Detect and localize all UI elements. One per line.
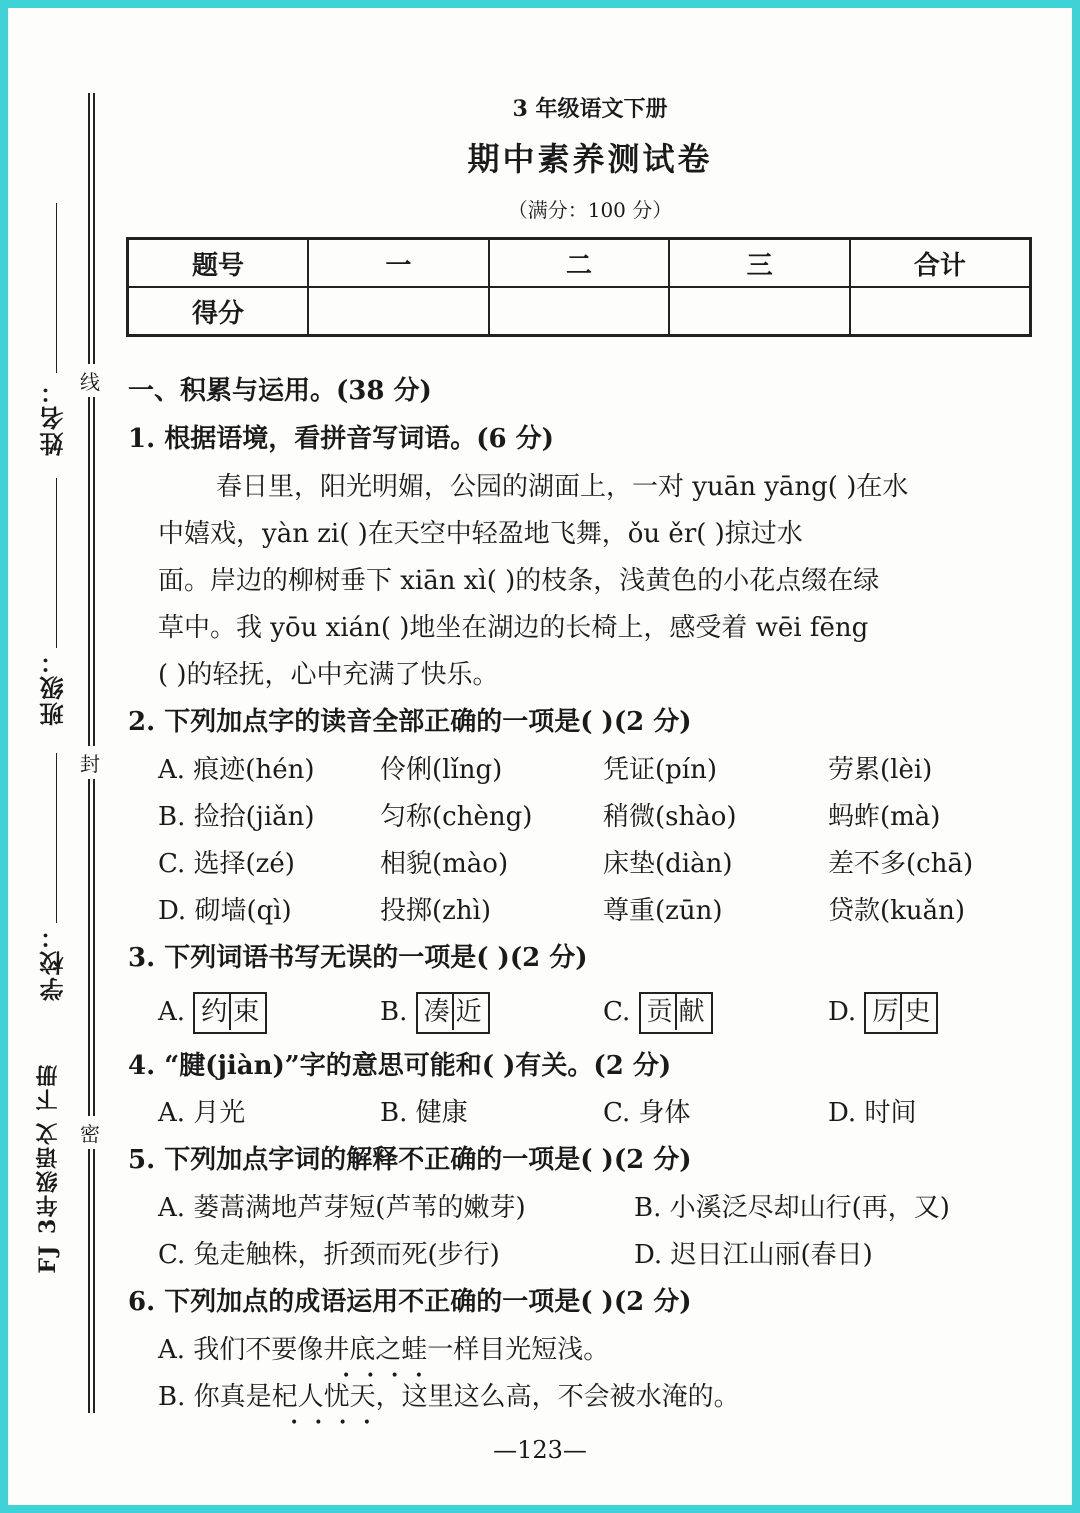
word-box: [864, 992, 938, 1034]
option-label: B.: [380, 997, 408, 1027]
score-table-header-row: [128, 239, 1031, 288]
q2-option: 投掷(zhì): [380, 896, 492, 926]
question-1-line: 草中。我 yōu xián( )地坐在湖边的长椅上，感受着 wēi fēng: [158, 613, 869, 643]
question-1-line: ( )的轻抚，心中充满了快乐。: [158, 660, 499, 690]
q4-option[interactable]: D. 时间: [828, 1098, 917, 1128]
q4-option[interactable]: A. 月光: [158, 1098, 246, 1128]
word-box: [193, 992, 267, 1034]
score-input-cell[interactable]: [489, 287, 670, 336]
book-label: FJ 3年级语文 下册: [35, 1063, 61, 1274]
emphasis-dots: ••••: [290, 1415, 388, 1431]
score-table-score-row: [128, 287, 1031, 336]
score-table: [126, 237, 1032, 337]
score-input-cell[interactable]: [669, 287, 850, 336]
seal-feng: 封: [80, 746, 100, 779]
char: 贡: [646, 997, 673, 1027]
q3-option-c[interactable]: [603, 992, 713, 1034]
seal-xian: 线: [80, 364, 100, 397]
q2-option: 匀称(chèng): [380, 802, 533, 832]
score-cell: 三: [669, 239, 850, 288]
q3-option-a[interactable]: [158, 992, 267, 1034]
q2-option: 贷款(kuǎn): [828, 896, 966, 926]
score-cell: 合计: [850, 239, 1031, 288]
q2-option[interactable]: C. 选择(zé): [158, 849, 295, 879]
q5-option[interactable]: D. 迟日江山丽(春日): [634, 1240, 873, 1270]
q2-option: 蚂蚱(mà): [828, 802, 941, 832]
q5-option[interactable]: C. 兔走触株，折颈而死(步行): [158, 1240, 500, 1270]
score-input-cell[interactable]: [308, 287, 489, 336]
question-1-line: 面。岸边的柳树垂下 xiān xì( )的枝条，浅黄色的小花点缀在绿: [158, 566, 880, 596]
q6-option[interactable]: A. 我们不要像井底之蛙一样目光短浅。: [158, 1335, 610, 1365]
full-score: （满分：100 分）: [507, 198, 673, 222]
school-label: 学校：: [39, 923, 68, 1001]
q6-option[interactable]: B. 你真是杞人忧天，这里这么高，不会被水淹的。: [158, 1382, 740, 1412]
char: 凑: [423, 997, 450, 1027]
word-box: [639, 992, 713, 1034]
score-cell: 得分: [128, 287, 309, 336]
option-label: C.: [603, 997, 631, 1027]
char: 束: [229, 994, 261, 1030]
emphasis-dots: ••••: [342, 1368, 440, 1384]
question-1-line: 中嬉戏，yàn zi( )在天空中轻盈地飞舞，ǒu ěr( )掠过水: [158, 519, 803, 549]
q2-option: 劳累(lèi): [828, 755, 933, 785]
q5-option[interactable]: B. 小溪泛尽却山行(再，又): [634, 1193, 950, 1223]
char: 厉: [872, 997, 899, 1027]
q2-option: 尊重(zūn): [603, 896, 723, 926]
question-3-title: 3. 下列词语书写无误的一项是( )(2 分): [128, 943, 588, 973]
score-input-cell[interactable]: [850, 287, 1031, 336]
exam-paper: [8, 8, 1072, 1505]
q2-option[interactable]: B. 捡拾(jiǎn): [158, 802, 315, 832]
question-5-title: 5. 下列加点字词的解释不正确的一项是( )(2 分): [128, 1145, 692, 1175]
q2-option: 伶俐(lǐng): [380, 755, 503, 785]
class-label: 班级：: [39, 648, 68, 726]
name-blank: [56, 203, 57, 373]
q2-option: 床垫(diàn): [603, 849, 733, 879]
q4-option[interactable]: C. 身体: [603, 1098, 691, 1128]
option-label: D.: [828, 997, 857, 1027]
question-4-title: 4. “腱(jiàn)”字的意思可能和( )有关。(2 分): [128, 1051, 672, 1081]
page-number: —123—: [493, 1436, 587, 1464]
char: 献: [675, 994, 707, 1030]
question-1-line: 春日里，阳光明媚，公园的湖面上，一对 yuān yāng( )在水: [216, 472, 909, 502]
q2-option: 相貌(mào): [380, 849, 509, 879]
word-box: [416, 992, 490, 1034]
q2-option[interactable]: A. 痕迹(hén): [158, 755, 315, 785]
char: 约: [201, 997, 228, 1027]
q2-option: 稍微(shào): [603, 802, 737, 832]
option-label: A.: [158, 997, 186, 1027]
question-1-title: 1. 根据语境，看拼音写词语。(6 分): [128, 424, 554, 454]
q5-option[interactable]: A. 蒌蒿满地芦芽短(芦苇的嫩芽): [158, 1193, 526, 1223]
q2-option: 凭证(pín): [603, 755, 717, 785]
score-cell: 题号: [128, 239, 309, 288]
char: 近: [452, 994, 484, 1030]
q2-option[interactable]: D. 砌墙(qì): [158, 896, 292, 926]
section-title: 一、积累与运用。(38 分): [128, 376, 432, 406]
exam-title: 期中素养测试卷: [467, 140, 713, 178]
char: 史: [900, 994, 932, 1030]
name-label: 姓名：: [39, 378, 68, 456]
q3-option-b[interactable]: [380, 992, 490, 1034]
q3-option-d[interactable]: [828, 992, 938, 1034]
question-2-title: 2. 下列加点字的读音全部正确的一项是( )(2 分): [128, 707, 692, 737]
exam-subtitle: 3 年级语文下册: [512, 96, 668, 122]
q4-option[interactable]: B. 健康: [380, 1098, 468, 1128]
score-cell: 二: [489, 239, 670, 288]
q2-option: 差不多(chā): [828, 849, 974, 879]
class-blank: [56, 478, 57, 648]
school-blank: [56, 753, 57, 923]
seal-mi: 密: [80, 1116, 100, 1149]
score-cell: 一: [308, 239, 489, 288]
question-6-title: 6. 下列加点的成语运用不正确的一项是( )(2 分): [128, 1287, 692, 1317]
